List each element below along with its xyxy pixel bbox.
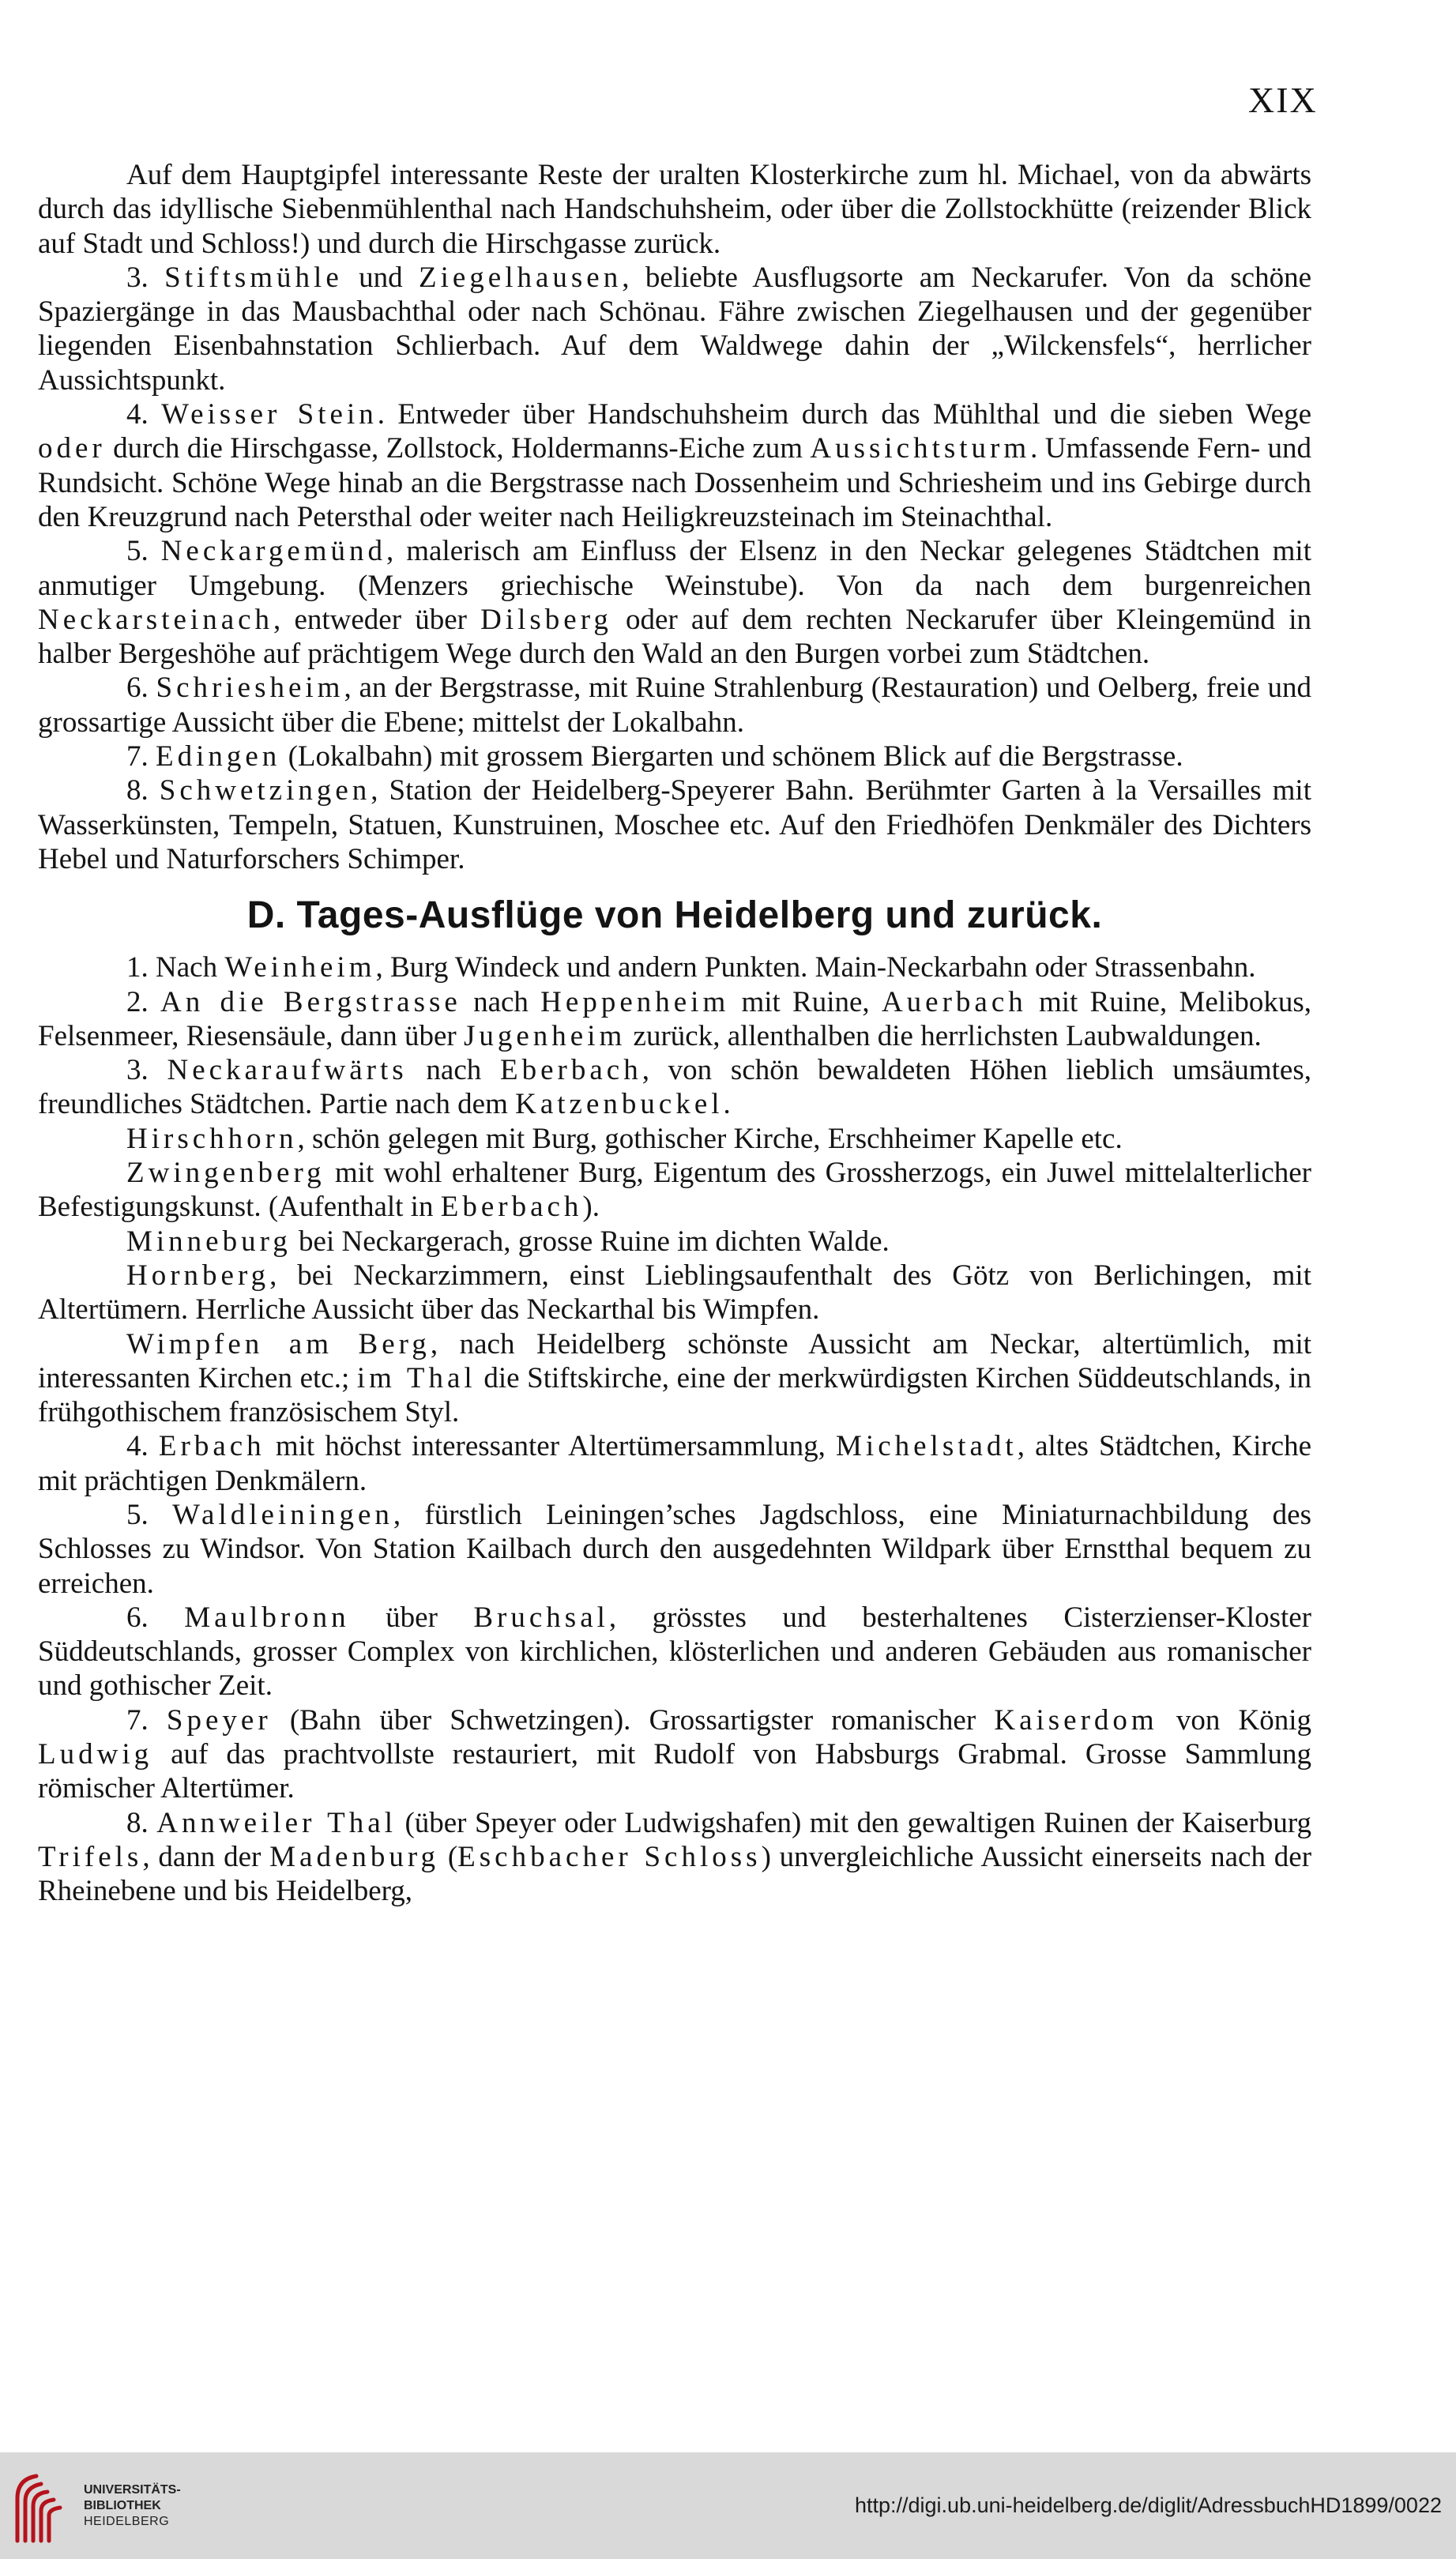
- paragraph-d-item-1: [38, 950, 1311, 984]
- paragraph-c-item-7: [38, 739, 1311, 773]
- page-number: XIX: [1248, 80, 1318, 120]
- item-text: ).: [582, 1191, 600, 1224]
- item-text: auf das prachtvollste restauriert, mit Rudolf von Habsburgs Grabmal. Grosse Sammlung römischer Altertümer.: [38, 1738, 1311, 1805]
- item-text: zurück, allenthalben die herrlichsten Laubwaldungen.: [626, 1019, 1262, 1052]
- item-number: 7.: [126, 740, 156, 773]
- item-text: , von schön bewaldeten Höhen lieblich umsäumtes, freundliches Städtchen. Partie nach dem: [38, 1054, 1311, 1121]
- item-text: , altes Städtchen, Kirche mit prächtigen Denkmälern.: [38, 1430, 1312, 1497]
- item-text: nach: [407, 1054, 500, 1087]
- item-text: , bei Neckarzimmern, einst Lieblingsaufenthalt des Götz von Berlichingen, mit Altertümern. Herrliche Aussicht über das Neckarthal bis Wimpfen.: [38, 1259, 1311, 1327]
- place-name: Eberbach: [440, 1191, 583, 1224]
- paragraph-d-item-2: [38, 985, 1311, 1054]
- item-text: . Umfassende Fern- und Rundsicht. Schöne Wege hinab an die Bergstrasse nach Dossenheim und Schriesheim und ins Gebirge durch den Kreuzgrund nach Petersthal oder weiter nach Heiligkreuzsteinach im Steinachthal.: [38, 432, 1311, 533]
- item-text: von König: [1157, 1703, 1312, 1737]
- place-name: Neckargemünd: [160, 535, 387, 568]
- paragraph-c-item-6: [38, 671, 1311, 739]
- item-number: 7.: [126, 1703, 167, 1737]
- item-text: mit Ruine,: [729, 985, 882, 1018]
- paragraph-d-item-7: [38, 1703, 1311, 1806]
- paragraph-d-hornberg: [38, 1259, 1311, 1327]
- item-number: 3.: [126, 261, 165, 294]
- item-text: durch die Hirschgasse, Zollstock, Holdermanns-Eiche zum: [105, 432, 811, 465]
- item-text: mit höchst interessanter Altertümersammlung,: [265, 1430, 837, 1463]
- place-name: Schwetzingen: [159, 774, 371, 807]
- item-text: , malerisch am Einfluss der Elsenz in den Neckar gelegenes Städtchen mit anmutiger Umgebung. (Menzers griechische Weinstube). Von da nach dem burgenreichen: [38, 535, 1311, 602]
- section-heading-d: D. Tages-Ausflüge von Heidelberg und zurück.: [246, 894, 1103, 937]
- item-number: 1. Nach: [126, 951, 225, 984]
- institution-line: BIBLIOTHEK: [84, 2499, 161, 2512]
- place-name: Zwingenberg: [126, 1157, 325, 1190]
- item-number: 5.: [126, 1498, 173, 1531]
- place-name: im Thal: [356, 1361, 476, 1394]
- item-text: (Lokalbahn) mit grossem Biergarten und schönem Blick auf die Bergstrasse.: [280, 740, 1183, 773]
- item-number: 3.: [126, 1054, 167, 1087]
- item-text: , dann der: [142, 1840, 270, 1873]
- place-name: Eschbacher Schloss: [457, 1840, 762, 1873]
- item-text: mit wohl erhaltener Burg, Eigentum des Grossherzogs, ein Juwel mittelalterlicher Befestigungskunst. (Aufenthalt in: [38, 1157, 1311, 1224]
- place-name: Hirschhorn: [126, 1122, 298, 1155]
- item-text: , an der Bergstrasse, mit Ruine Strahlenburg (Restauration) und Oelberg, freie und grossartige Aussicht über die Ebene; mittelst der Lokalbahn.: [38, 672, 1312, 739]
- item-text: und: [342, 261, 419, 294]
- item-text: , fürstlich Leiningen’sches Jagdschloss, eine Miniaturnachbildung des Schlosses zu Windsor. Von Station Kailbach durch den ausgedehnten Wildpark über Ernstthal bequem zu erreichen.: [38, 1498, 1311, 1600]
- item-text: nach: [461, 985, 541, 1018]
- paragraph-d-zwingenberg: [38, 1156, 1311, 1225]
- item-text: , Burg Windeck und andern Punkten. Main-Neckarbahn oder Strassenbahn.: [375, 951, 1256, 984]
- paragraph-d-item-3: [38, 1053, 1311, 1122]
- place-name: Madenburg: [269, 1840, 440, 1873]
- place-name: Jugenheim: [463, 1019, 626, 1052]
- paragraph-heiligenberg-continuation: [38, 158, 1311, 261]
- institution-line: HEIDELBERG: [84, 2515, 170, 2528]
- paragraph-d-item-4: [38, 1429, 1311, 1498]
- item-number: 6.: [126, 1601, 185, 1634]
- item-text: über: [349, 1601, 474, 1634]
- place-name: Speyer: [166, 1703, 272, 1737]
- paragraph-c-item-4: [38, 397, 1311, 534]
- paragraph-c-item-3: [38, 261, 1311, 397]
- paragraph-c-item-5: [38, 534, 1311, 671]
- digitization-footer: [0, 2452, 1456, 2559]
- item-text: . Entweder über Handschuhsheim durch das Mühlthal und die sieben Wege: [377, 398, 1311, 431]
- item-number: 8.: [126, 1806, 157, 1839]
- place-name: Minneburg: [126, 1225, 292, 1258]
- item-text: mit Ruine, Melibokus, Felsenmeer, Riesensäule, dann über: [38, 985, 1311, 1052]
- paragraph-d-wimpfen: [38, 1327, 1311, 1430]
- place-name: Stiftsmühle: [164, 261, 343, 294]
- place-name: Kaiserdom: [994, 1703, 1158, 1737]
- place-name: Weisser Stein: [161, 398, 378, 431]
- item-number: 6.: [126, 672, 156, 705]
- item-text: (über Speyer oder Ludwigshafen) mit den gewaltigen Ruinen der Kaiserburg: [396, 1806, 1311, 1839]
- place-name: Eberbach: [500, 1054, 642, 1087]
- paragraph-d-minneburg: [38, 1225, 1311, 1259]
- institution-name: [84, 2482, 181, 2530]
- paragraph-d-item-5: [38, 1498, 1311, 1601]
- source-url-link[interactable]: http://digi.ub.uni-heidelberg.de/diglit/AdressbuchHD1899/0022: [854, 2493, 1442, 2517]
- place-name: Ziegelhausen: [418, 261, 623, 294]
- institution-line: UNIVERSITÄTS-: [84, 2483, 181, 2497]
- place-name: Schriesheim: [156, 672, 344, 705]
- item-text: , entweder über: [273, 603, 481, 636]
- paragraph-c-item-8: [38, 773, 1311, 876]
- place-name: Katzenbuckel: [515, 1088, 724, 1121]
- place-name: Erbach: [158, 1430, 265, 1463]
- place-name: Annweiler Thal: [156, 1806, 397, 1839]
- item-number: 8.: [126, 774, 160, 807]
- place-name: Ludwig: [38, 1738, 153, 1771]
- place-name: Bruchsal: [473, 1601, 609, 1634]
- item-text: .: [723, 1088, 731, 1121]
- item-text: oder auf dem rechten Neckarufer über Kleingemünd in halber Bergeshöhe auf prächtigem Wege durch den Wald an den Burgen vorbei zum Städtchen.: [38, 603, 1311, 671]
- item-text: (: [439, 1840, 458, 1873]
- item-text: (Bahn über Schwetzingen). Grossartigster romanischer: [271, 1703, 995, 1737]
- item-text: die Stiftskirche, eine der merkwürdigsten Kirchen Süddeutschlands, in frühgothischem französischem Styl.: [38, 1361, 1312, 1429]
- place-name: An die Bergstrasse: [160, 985, 461, 1018]
- item-text: bei Neckargerach, grosse Ruine im dichten Walde.: [291, 1225, 890, 1258]
- place-name: Wimpfen am Berg: [126, 1327, 431, 1360]
- paragraph-text: Auf dem Hauptgipfel interessante Reste der uralten Klosterkirche zum hl. Michael, von da abwärts durch das idyllische Siebenmühlenthal nach Handschuhsheim, oder über die Zollstockhütte (reizender Blick auf Stadt und Schloss!) und durch die Hirschgasse zurück.: [38, 159, 1311, 260]
- item-text: ) unvergleichliche Aussicht einerseits nach der Rheinebene und bis Heidelberg,: [38, 1840, 1312, 1908]
- university-library-logo-icon: [13, 2468, 85, 2547]
- place-name: Neckaraufwärts: [167, 1054, 408, 1087]
- item-number: 4.: [126, 1430, 159, 1463]
- item-number: 4.: [126, 398, 162, 431]
- place-name: Edingen: [156, 740, 281, 773]
- place-name: Waldleiningen: [172, 1498, 393, 1531]
- place-name: Weinheim: [224, 951, 376, 984]
- place-name: Hornberg: [126, 1259, 270, 1292]
- place-name: Auerbach: [881, 985, 1027, 1018]
- item-number: 5.: [126, 535, 161, 568]
- place-name: Maulbronn: [184, 1601, 350, 1634]
- place-name: Neckarsteinach: [38, 603, 274, 636]
- paragraph-d-item-6: [38, 1601, 1311, 1703]
- item-number: 2.: [126, 985, 160, 1018]
- item-text: , nach Heidelberg schönste Aussicht am Neckar, altertümlich, mit interessanten Kirchen etc.;: [38, 1327, 1312, 1394]
- page-body-text: [38, 158, 1311, 1909]
- paragraph-d-hirschhorn: [38, 1122, 1311, 1156]
- item-text: , Station der Heidelberg-Speyerer Bahn. Berühmter Garten à la Versailles mit Wasserkünsten, Tempeln, Statuen, Kunstruinen, Moschee etc. Auf den Friedhöfen Denkmäler des Dichters Hebel und Naturforschers Schimper.: [38, 774, 1311, 875]
- emphasis-word: oder: [38, 432, 106, 465]
- paragraph-d-item-8: [38, 1806, 1311, 1909]
- place-name: Heppenheim: [540, 985, 730, 1018]
- place-name: Trifels: [38, 1840, 143, 1873]
- item-text: , beliebte Ausflugsorte am Neckarufer. Von da schöne Spaziergänge in das Mausbachthal oder nach Schönau. Fähre zwischen Ziegelhausen und der gegenüber liegenden Eisenbahnstation Schlierbach. Auf dem Waldwege dahin der „Wilckensfels“, herrlicher Aussichtspunkt.: [38, 261, 1311, 397]
- place-name: Aussichtsturm: [810, 432, 1031, 465]
- item-text: , grösstes und besterhaltenes Cisterzienser-Kloster Süddeutschlands, grosser Complex von kirchlichen, klösterlichen und anderen Gebäuden aus romanischer und gothischer Zeit.: [38, 1601, 1311, 1703]
- item-text: , schön gelegen mit Burg, gothischer Kirche, Erschheimer Kapelle etc.: [297, 1122, 1123, 1155]
- place-name: Michelstadt: [836, 1430, 1018, 1463]
- place-name: Dilsberg: [480, 603, 612, 636]
